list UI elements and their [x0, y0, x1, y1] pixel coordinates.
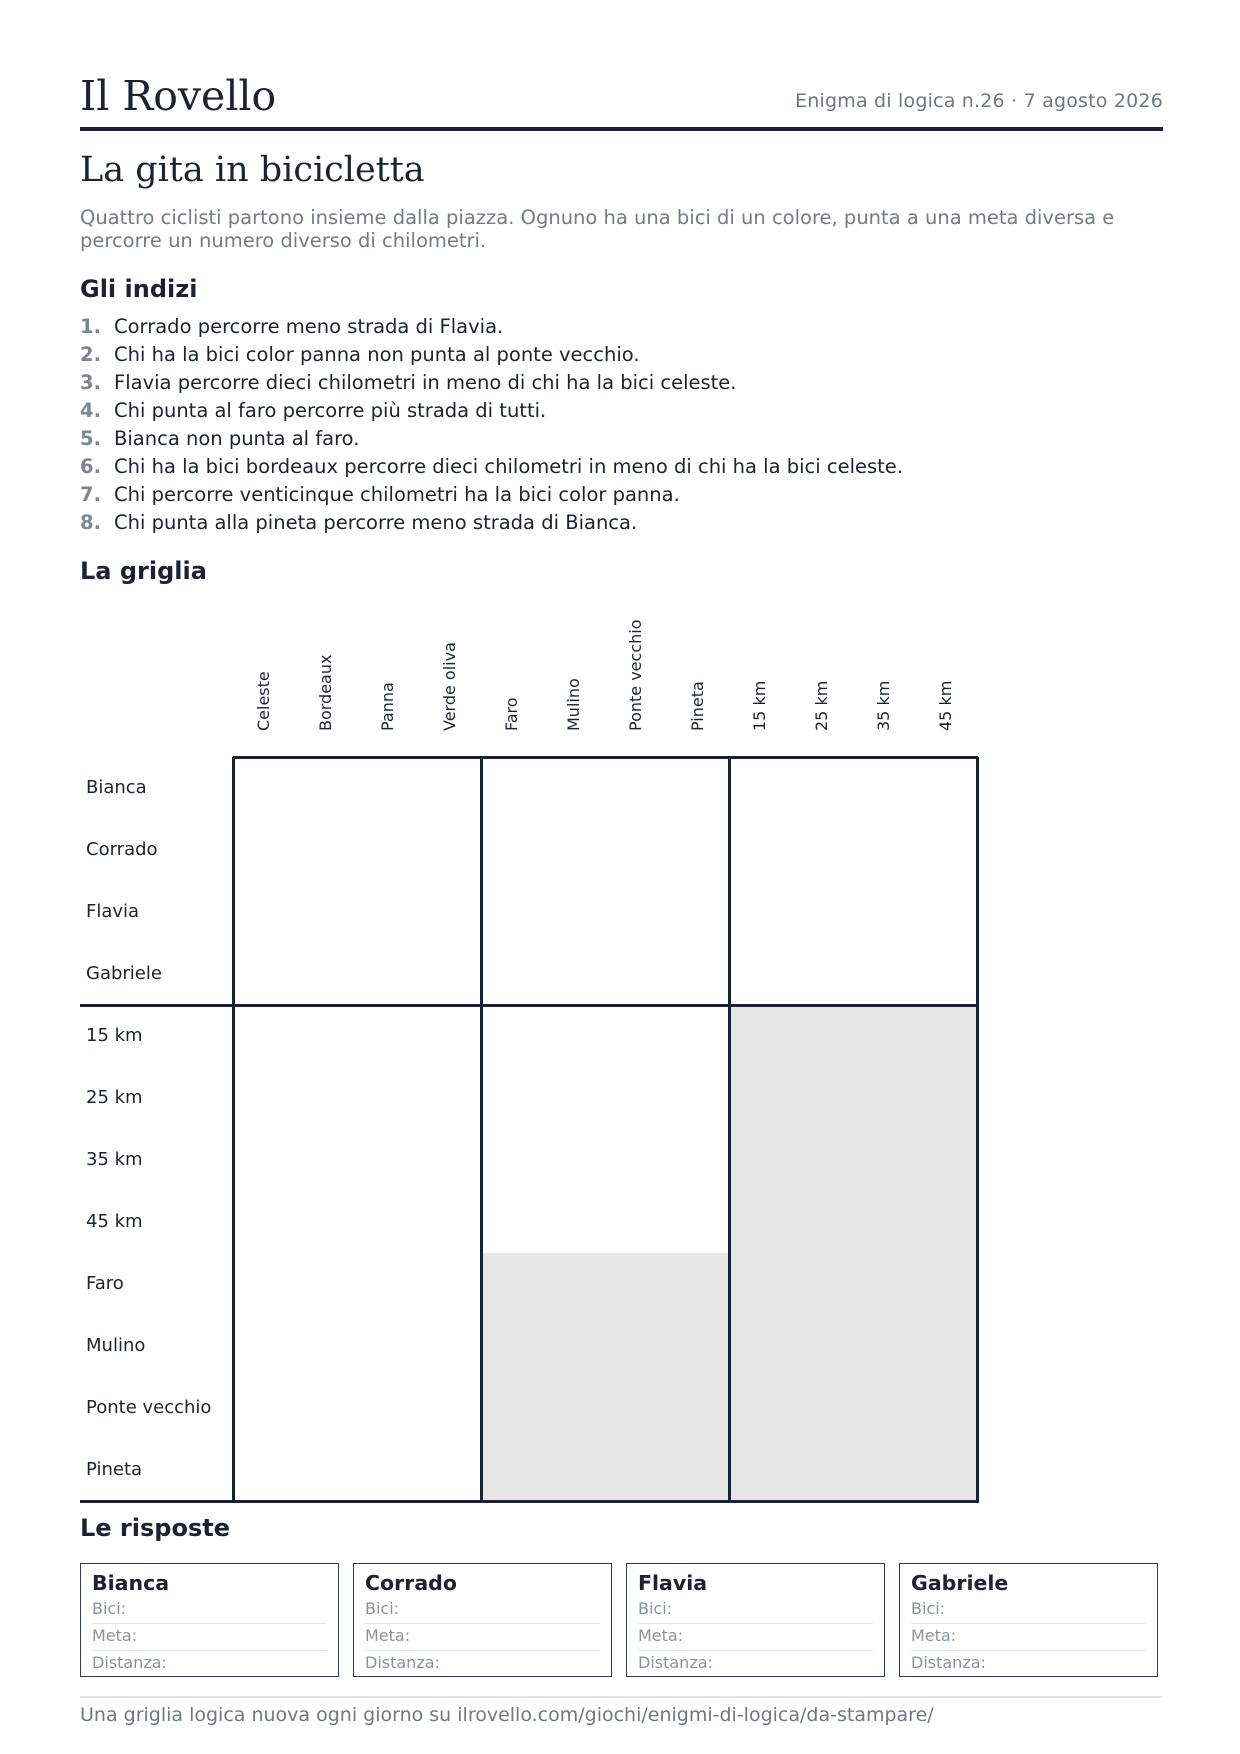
grid-cell[interactable]	[543, 819, 606, 882]
clue-text: Chi punta al faro percorre più strada di tutti.	[114, 399, 547, 422]
grid-cell[interactable]	[233, 1315, 296, 1378]
grid-cell[interactable]	[729, 819, 792, 882]
grid-cell[interactable]	[853, 943, 916, 1006]
grid-cell[interactable]	[233, 943, 296, 1006]
answer-field-destination[interactable]: Meta:	[638, 1624, 873, 1651]
grid-cell-blocked	[915, 1439, 978, 1502]
grid-row-label: Flavia	[86, 901, 140, 922]
grid-cell[interactable]	[543, 1191, 606, 1254]
grid-cell-blocked	[791, 1067, 854, 1130]
grid-cell[interactable]	[853, 757, 916, 820]
grid-cell[interactable]	[357, 1439, 420, 1502]
grid-cell[interactable]	[357, 1191, 420, 1254]
answer-name: Bianca	[92, 1571, 170, 1595]
grid-column-label: Ponte vecchio	[626, 619, 645, 731]
grid-cell[interactable]	[357, 819, 420, 882]
clue-number: 5.	[80, 427, 101, 450]
brand-name: Il Rovello	[80, 72, 277, 120]
grid-cell-blocked	[853, 1253, 916, 1316]
grid-column-header	[481, 607, 543, 747]
grid-column-label: Celeste	[254, 671, 273, 731]
grid-cell[interactable]	[233, 1377, 296, 1440]
masthead	[80, 72, 1163, 130]
grid-cell[interactable]	[605, 1005, 668, 1068]
grid-column-label: 45 km	[936, 680, 955, 731]
grid-cell[interactable]	[419, 819, 482, 882]
grid-cell-blocked	[605, 1377, 668, 1440]
grid-cell[interactable]	[357, 1253, 420, 1316]
grid-bottom-border	[80, 1500, 979, 1503]
grid-cell[interactable]	[605, 943, 668, 1006]
clue-number: 6.	[80, 455, 101, 478]
grid-cell-blocked	[481, 1253, 544, 1316]
grid-cell-blocked	[729, 1253, 792, 1316]
grid-cell-blocked	[729, 1315, 792, 1378]
grid-cell-blocked	[729, 1439, 792, 1502]
grid-group-divider	[80, 1004, 979, 1007]
grid-cell-blocked	[543, 1315, 606, 1378]
answer-field-destination[interactable]: Meta:	[92, 1624, 327, 1651]
grid-cell-blocked	[915, 1005, 978, 1068]
clue-text: Chi percorre venticinque chilometri ha la bici color panna.	[114, 483, 680, 506]
grid-cell[interactable]	[605, 1067, 668, 1130]
grid-row-label: Faro	[86, 1273, 124, 1294]
grid-cell[interactable]	[419, 1129, 482, 1192]
answer-field-bike[interactable]: Bici:	[638, 1597, 873, 1624]
grid-row-label: 35 km	[86, 1149, 143, 1170]
grid-cell[interactable]	[419, 1253, 482, 1316]
grid-cell-blocked	[791, 1129, 854, 1192]
grid-cell[interactable]	[295, 1315, 358, 1378]
grid-cell[interactable]	[729, 943, 792, 1006]
grid-heading: La griglia	[80, 557, 207, 585]
grid-cell[interactable]	[295, 1439, 358, 1502]
grid-column-label: 25 km	[812, 680, 831, 731]
grid-cell[interactable]	[543, 943, 606, 1006]
grid-cell-blocked	[915, 1377, 978, 1440]
clue-item	[80, 481, 903, 509]
grid-cell[interactable]	[233, 1129, 296, 1192]
grid-column-label: Faro	[502, 697, 521, 731]
grid-cell-blocked	[667, 1315, 730, 1378]
grid-cell[interactable]	[853, 819, 916, 882]
grid-column-label: Panna	[378, 682, 397, 731]
grid-row-label: Ponte vecchio	[86, 1397, 212, 1418]
grid-cell-blocked	[791, 1377, 854, 1440]
clue-text: Chi punta alla pineta percorre meno strada di Bianca.	[114, 511, 638, 534]
grid-cell-blocked	[853, 1129, 916, 1192]
grid-cell[interactable]	[605, 1129, 668, 1192]
grid-cell[interactable]	[295, 1129, 358, 1192]
grid-column-header	[543, 607, 605, 747]
grid-cell[interactable]	[295, 1067, 358, 1130]
grid-column-header	[605, 607, 667, 747]
grid-cell[interactable]	[915, 881, 978, 944]
grid-cell[interactable]	[605, 757, 668, 820]
grid-cell[interactable]	[419, 943, 482, 1006]
grid-row-label: 45 km	[86, 1211, 143, 1232]
grid-cell[interactable]	[543, 881, 606, 944]
grid-column-header	[729, 607, 791, 747]
grid-cell[interactable]	[543, 757, 606, 820]
grid-cell[interactable]	[791, 943, 854, 1006]
clue-text: Flavia percorre dieci chilometri in meno di chi ha la bici celeste.	[114, 371, 737, 394]
grid-cell-blocked	[481, 1315, 544, 1378]
clue-item	[80, 341, 903, 369]
grid-cell[interactable]	[915, 943, 978, 1006]
grid-left-border	[232, 757, 235, 1502]
answer-field-distance[interactable]: Distanza:	[911, 1653, 986, 1672]
answers-heading: Le risposte	[80, 1514, 230, 1542]
clue-text: Chi ha la bici bordeaux percorre dieci chilometri in meno di chi ha la bici celeste.	[114, 455, 904, 478]
clue-number: 7.	[80, 483, 101, 506]
grid-cell[interactable]	[605, 819, 668, 882]
grid-cell-blocked	[853, 1005, 916, 1068]
grid-cell-blocked	[853, 1191, 916, 1254]
grid-cell-blocked	[853, 1315, 916, 1378]
grid-group-divider	[480, 757, 483, 1502]
grid-cell-blocked	[915, 1253, 978, 1316]
grid-cell-blocked	[729, 1129, 792, 1192]
clue-number: 1.	[80, 315, 101, 338]
grid-cell[interactable]	[233, 1067, 296, 1130]
clue-item	[80, 313, 903, 341]
grid-cell-blocked	[481, 1377, 544, 1440]
answer-field-destination[interactable]: Meta:	[365, 1624, 600, 1651]
grid-column-label: Pineta	[688, 681, 707, 731]
answer-name: Flavia	[638, 1571, 708, 1595]
grid-cell-blocked	[791, 1005, 854, 1068]
clue-number: 2.	[80, 343, 101, 366]
grid-column-header	[419, 607, 481, 747]
grid-cell[interactable]	[357, 943, 420, 1006]
grid-cell-blocked	[791, 1191, 854, 1254]
grid-cell-blocked	[729, 1005, 792, 1068]
grid-cell[interactable]	[419, 881, 482, 944]
grid-row-label: Bianca	[86, 777, 147, 798]
grid-column-header	[915, 607, 977, 747]
answer-card-gabriele	[899, 1563, 1158, 1677]
grid-cell[interactable]	[295, 1377, 358, 1440]
grid-cell[interactable]	[419, 1315, 482, 1378]
grid-cell[interactable]	[233, 1005, 296, 1068]
grid-cell-blocked	[791, 1253, 854, 1316]
answer-field-distance[interactable]: Distanza:	[638, 1653, 713, 1672]
grid-cell[interactable]	[295, 1005, 358, 1068]
grid-cell-blocked	[729, 1067, 792, 1130]
grid-row-label: Gabriele	[86, 963, 162, 984]
grid-cell[interactable]	[481, 881, 544, 944]
clue-item	[80, 509, 903, 537]
grid-cell[interactable]	[667, 1191, 730, 1254]
grid-cell[interactable]	[233, 819, 296, 882]
grid-cell[interactable]	[233, 757, 296, 820]
grid-right-border	[976, 757, 979, 1503]
grid-cell-blocked	[915, 1129, 978, 1192]
grid-cell[interactable]	[915, 757, 978, 820]
grid-cell-blocked	[791, 1315, 854, 1378]
grid-row-label: 15 km	[86, 1025, 143, 1046]
grid-column-header	[853, 607, 915, 747]
grid-cell[interactable]	[791, 819, 854, 882]
clue-text: Bianca non punta al faro.	[114, 427, 360, 450]
grid-cell[interactable]	[419, 1067, 482, 1130]
grid-cell[interactable]	[667, 819, 730, 882]
grid-cell[interactable]	[543, 1129, 606, 1192]
grid-cell-blocked	[729, 1191, 792, 1254]
grid-column-label: 15 km	[750, 680, 769, 731]
grid-cell[interactable]	[667, 1005, 730, 1068]
grid-cell-blocked	[605, 1439, 668, 1502]
grid-cell[interactable]	[915, 819, 978, 882]
grid-row-label: Mulino	[86, 1335, 146, 1356]
answer-field-bike[interactable]: Bici:	[92, 1597, 327, 1624]
answer-field-bike[interactable]: Bici:	[365, 1597, 600, 1624]
clue-text: Corrado percorre meno strada di Flavia.	[114, 315, 504, 338]
grid-cell[interactable]	[357, 1067, 420, 1130]
grid-column-header	[295, 607, 357, 747]
answer-field-bike[interactable]: Bici:	[911, 1597, 1146, 1624]
grid-cell[interactable]	[791, 757, 854, 820]
clues-heading: Gli indizi	[80, 275, 198, 303]
grid-cell[interactable]	[419, 757, 482, 820]
grid-cell[interactable]	[233, 1439, 296, 1502]
grid-top-border	[233, 756, 978, 759]
grid-cell[interactable]	[233, 1253, 296, 1316]
clue-item	[80, 369, 903, 397]
grid-cell[interactable]	[853, 881, 916, 944]
grid-cell[interactable]	[357, 757, 420, 820]
grid-cell[interactable]	[481, 1005, 544, 1068]
grid-cell[interactable]	[729, 757, 792, 820]
grid-cell-blocked	[481, 1439, 544, 1502]
grid-cell-blocked	[543, 1439, 606, 1502]
grid-cell[interactable]	[667, 757, 730, 820]
grid-cell[interactable]	[481, 1067, 544, 1130]
answer-card-flavia	[626, 1563, 885, 1677]
grid-cell[interactable]	[667, 943, 730, 1006]
grid-cell[interactable]	[233, 881, 296, 944]
grid-cell[interactable]	[419, 1191, 482, 1254]
grid-column-label: Bordeaux	[316, 654, 335, 731]
answer-name: Gabriele	[911, 1571, 1009, 1595]
grid-cell[interactable]	[357, 881, 420, 944]
grid-cell[interactable]	[481, 943, 544, 1006]
grid-cell[interactable]	[543, 1067, 606, 1130]
clue-item	[80, 453, 903, 481]
grid-cell[interactable]	[605, 881, 668, 944]
grid-cell-blocked	[853, 1377, 916, 1440]
answer-card-bianca	[80, 1563, 339, 1677]
answer-field-distance[interactable]: Distanza:	[365, 1653, 440, 1672]
grid-cell[interactable]	[357, 1377, 420, 1440]
grid-cell-blocked	[915, 1067, 978, 1130]
clue-number: 4.	[80, 399, 101, 422]
puzzle-intro: Quattro ciclisti partono insieme dalla piazza. Ognuno ha una bici di un colore, punta a una meta diversa e percorre un numero diverso di chilometri.	[80, 206, 1115, 252]
grid-cell[interactable]	[419, 1377, 482, 1440]
grid-cell[interactable]	[295, 757, 358, 820]
puzzle-title: La gita in bicicletta	[80, 150, 425, 190]
grid-cell-blocked	[853, 1067, 916, 1130]
grid-cell-blocked	[729, 1377, 792, 1440]
answer-field-distance[interactable]: Distanza:	[92, 1653, 167, 1672]
grid-cell[interactable]	[543, 1005, 606, 1068]
clue-text: Chi ha la bici color panna non punta al ponte vecchio.	[114, 343, 640, 366]
grid-cell[interactable]	[605, 1191, 668, 1254]
clue-number: 3.	[80, 371, 101, 394]
grid-cell[interactable]	[481, 819, 544, 882]
grid-cell[interactable]	[295, 819, 358, 882]
clue-item	[80, 425, 903, 453]
clue-number: 8.	[80, 511, 101, 534]
grid-column-label: Mulino	[564, 678, 583, 731]
grid-cell[interactable]	[667, 881, 730, 944]
grid-cell-blocked	[605, 1253, 668, 1316]
grid-row-label: 25 km	[86, 1087, 143, 1108]
grid-cell[interactable]	[233, 1191, 296, 1254]
grid-cell-blocked	[667, 1377, 730, 1440]
grid-cell[interactable]	[357, 1005, 420, 1068]
grid-cell[interactable]	[295, 881, 358, 944]
issue-info: Enigma di logica n.26 · 7 agosto 2026	[795, 90, 1163, 112]
masthead-rule	[80, 127, 1163, 131]
grid-cell[interactable]	[481, 1129, 544, 1192]
clue-item	[80, 397, 903, 425]
grid-cell[interactable]	[667, 1067, 730, 1130]
grid-group-divider	[728, 757, 731, 1502]
grid-cell[interactable]	[295, 1191, 358, 1254]
grid-cell[interactable]	[357, 1129, 420, 1192]
grid-column-header	[233, 607, 295, 747]
grid-cell[interactable]	[481, 1191, 544, 1254]
grid-cell[interactable]	[419, 1439, 482, 1502]
grid-cell-blocked	[915, 1315, 978, 1378]
grid-cell[interactable]	[481, 757, 544, 820]
answer-name: Corrado	[365, 1571, 457, 1595]
grid-cell[interactable]	[295, 1253, 358, 1316]
grid-cell[interactable]	[729, 881, 792, 944]
grid-row-label: Corrado	[86, 839, 158, 860]
grid-cell-blocked	[543, 1253, 606, 1316]
grid-column-header	[791, 607, 853, 747]
footer-rule	[80, 1696, 1163, 1698]
answer-card-corrado	[353, 1563, 612, 1677]
grid-column-header	[667, 607, 729, 747]
grid-cell-blocked	[667, 1253, 730, 1316]
grid-cell[interactable]	[791, 881, 854, 944]
grid-cell[interactable]	[295, 943, 358, 1006]
grid-cell[interactable]	[667, 1129, 730, 1192]
grid-cell-blocked	[853, 1439, 916, 1502]
grid-column-label: Verde oliva	[440, 642, 459, 731]
grid-cell-blocked	[605, 1315, 668, 1378]
grid-cell[interactable]	[357, 1315, 420, 1378]
grid-column-header	[357, 607, 419, 747]
grid-row-label: Pineta	[86, 1459, 143, 1480]
grid-cell-blocked	[543, 1377, 606, 1440]
clue-list	[80, 313, 903, 537]
grid-cell-blocked	[915, 1191, 978, 1254]
answer-field-destination[interactable]: Meta:	[911, 1624, 1146, 1651]
grid-cell-blocked	[791, 1439, 854, 1502]
footer-link-text: Una griglia logica nuova ogni giorno su ilrovello.com/giochi/enigmi-di-logica/da-stampare/	[80, 1704, 934, 1726]
grid-column-label: 35 km	[874, 680, 893, 731]
grid-cell-blocked	[667, 1439, 730, 1502]
grid-cell[interactable]	[419, 1005, 482, 1068]
